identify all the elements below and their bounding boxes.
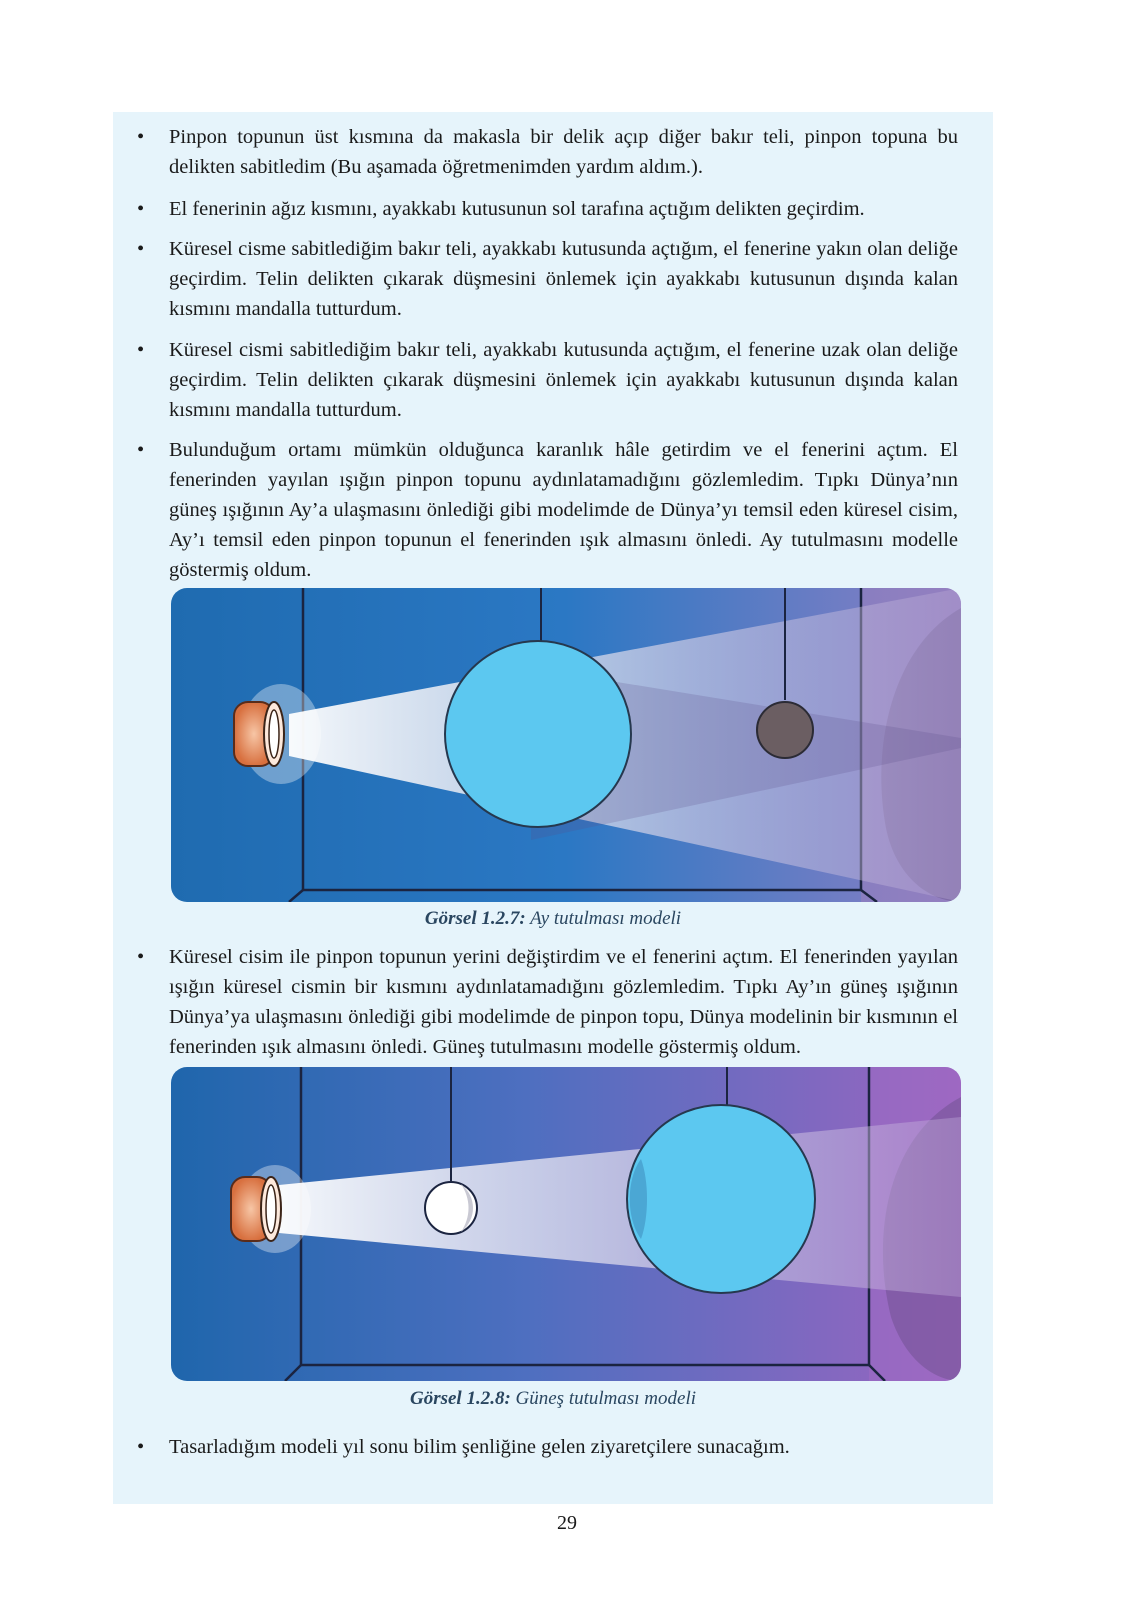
bullet-text: Tasarladığım modeli yıl sonu bilim şenliğine gelen ziyaretçilere sunacağım. [169,1436,790,1458]
figure-title: Güneş tutulması modeli [515,1388,697,1409]
page-number: 29 [557,1512,577,1534]
figure-caption [113,908,993,930]
figure-title: Ay tutulması modeli [530,908,682,929]
bullet-text: El fenerinin ağız kısmını, ayakkabı kutusunun sol tarafına açtığım delikten geçirdim. [169,198,865,220]
bullet-dot: • [137,339,145,361]
bullet-text: Küresel cismi sabitlediğim bakır teli, ayakkabı kutusunda açtığım, el fenerine uzak olan deliğe geçirdim. Telin delikten çıkarak düşmesini önlemek için ayakkabı kutusunun dışında kalan kısmını mandalla tutturdum. [169,339,958,421]
figure-label: Görsel 1.2.7: [424,908,526,929]
bullet-dot: • [137,238,145,260]
bullet-text: Bulunduğum ortamı mümkün olduğunca karanlık hâle getirdim ve el fenerini açtım. El fenerinden yayılan ışığın pinpon topunu aydınlatamadığını gözlemledim. Tıpkı Dünya’nın güneş ışığının Ay’a ulaşmasını önlediği gibi modelimde de Dünya’yı temsil eden küresel cisim, Ay’ı temsil eden pinpon topunun el fenerinden ışık almasını önledi. Ay tutulmasını modelle göstermiş oldum. [169,439,958,581]
earth-sphere [445,641,631,827]
bullet-text: Küresel cisme sabitlediğim bakır teli, ayakkabı kutusunda açtığım, el fenerine yakın olan deliğe geçirdim. Telin delikten çıkarak düşmesini önlemek için ayakkabı kutusunun dışında kalan kısmını mandalla tutturdum. [169,238,958,320]
bullet-dot: • [137,126,145,148]
activity-panel [113,112,993,1504]
bullet-text: Küresel cisim ile pinpon topunun yerini değiştirdim ve el fenerini açtım. El fenerinden yayılan ışığın küresel cismin bir kısmını aydınlatamadığını gözlemledim. Tıpkı Ay’ın güneş ışığının Dünya’ya ulaşmasını önlediği gibi modelimde de pinpon topu, Dünya modelinin bir kısmının el fenerinden ışık almasını önledi. Güneş tutulmasını modelle göstermiş oldum. [169,946,958,1058]
bullet-dot: • [137,198,145,220]
bullet-dot: • [137,946,145,968]
earth-sphere [627,1105,815,1293]
moon-ball [757,702,813,758]
lunar-eclipse-illustration [171,588,961,902]
solar-eclipse-illustration [171,1067,961,1381]
bullet-dot: • [137,439,145,461]
torch-icon [234,702,284,766]
bullet-dot: • [137,1436,145,1458]
figure-label: Görsel 1.2.8: [409,1388,511,1409]
figure-caption [113,1388,993,1410]
bullet-text: Pinpon topunun üst kısmına da makasla bir delik açıp diğer bakır teli, pinpon topuna bu delikten sabitledim (Bu aşamada öğretmenimden yardım aldım.). [169,126,958,178]
torch-icon [231,1177,281,1241]
